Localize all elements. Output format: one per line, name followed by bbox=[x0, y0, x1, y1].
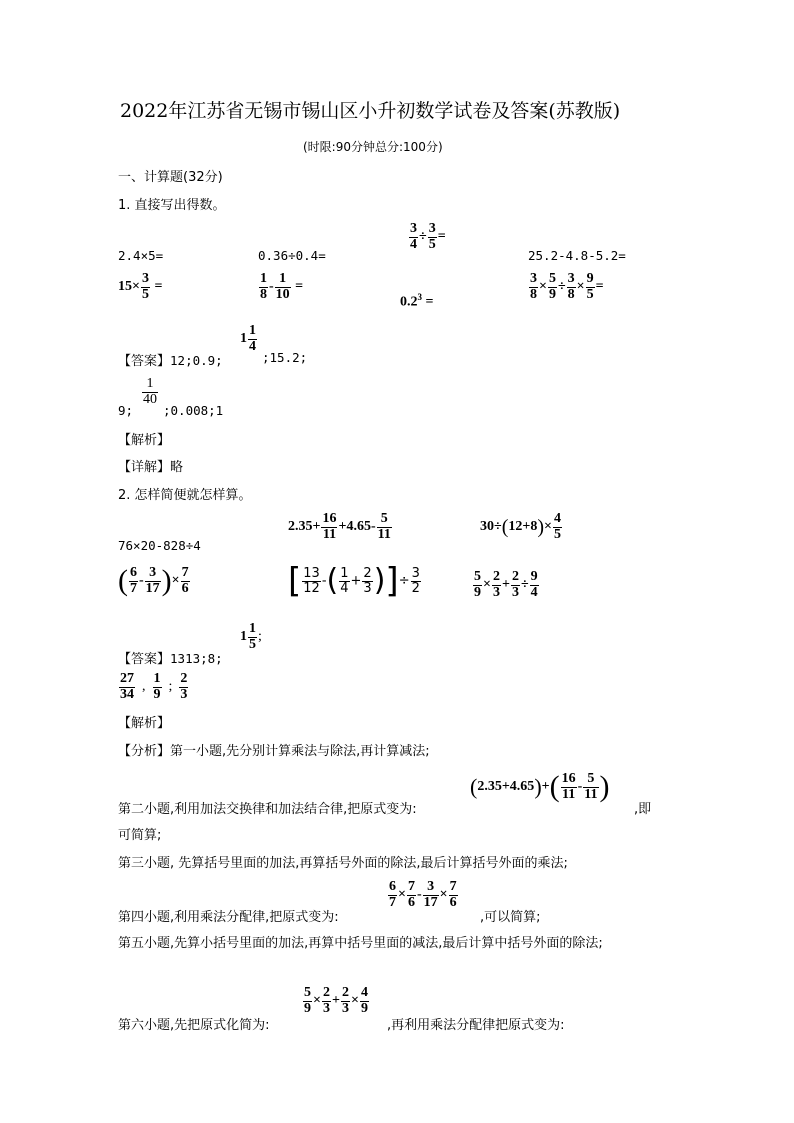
analysis-p3: 第三小题, 先算括号里面的加法,再算括号外面的除法,最后计算括号外面的乘法; bbox=[118, 856, 568, 871]
q1-answer-mixed bbox=[240, 324, 258, 354]
numerator: 6 bbox=[389, 879, 396, 894]
fraction bbox=[428, 222, 437, 252]
fraction bbox=[530, 570, 539, 600]
numerator: 3 bbox=[423, 880, 439, 896]
numerator: 6 bbox=[130, 565, 137, 580]
numerator: 4 bbox=[360, 985, 368, 1000]
denominator: 10 bbox=[275, 286, 290, 302]
numerator: 3 bbox=[141, 271, 149, 286]
paren-open: ( bbox=[470, 774, 478, 800]
numerator: 1 bbox=[340, 565, 349, 581]
denominator: 7 bbox=[130, 580, 137, 596]
separator: ; bbox=[258, 629, 262, 645]
denominator: 2 bbox=[411, 580, 420, 596]
q2-item-f bbox=[472, 570, 540, 600]
fraction bbox=[360, 986, 369, 1016]
operator: - bbox=[321, 573, 327, 589]
denominator: 11 bbox=[562, 786, 576, 802]
analysis-p6-expr bbox=[302, 986, 370, 1016]
denominator: 3 bbox=[511, 584, 519, 600]
q2-item-c bbox=[480, 512, 563, 542]
q1-item-h bbox=[528, 272, 604, 302]
equals: = bbox=[422, 294, 434, 310]
numerator: 1 bbox=[260, 271, 267, 286]
denominator: 3 bbox=[180, 686, 188, 702]
denominator: 12 bbox=[303, 580, 320, 596]
numerator: 2 bbox=[322, 985, 330, 1000]
numerator: 5 bbox=[548, 271, 556, 286]
operator: × bbox=[576, 279, 585, 295]
denominator: 9 bbox=[153, 686, 161, 702]
analysis-p4-tail: ,可以简算; bbox=[480, 910, 541, 925]
operator: - bbox=[269, 279, 274, 295]
q2-item-d bbox=[118, 566, 191, 596]
q2-answer-line1 bbox=[118, 648, 223, 667]
denominator: 9 bbox=[360, 1000, 368, 1016]
numerator: 16 bbox=[322, 511, 337, 526]
fraction bbox=[492, 570, 501, 600]
fraction bbox=[567, 272, 576, 302]
numerator: 1 bbox=[142, 377, 158, 393]
denominator: 5 bbox=[141, 286, 149, 302]
bracket-close: ] bbox=[385, 561, 399, 601]
numerator: 13 bbox=[303, 565, 320, 581]
operator: + bbox=[350, 573, 362, 589]
fraction bbox=[409, 222, 418, 252]
q1-item-d: 25.2-4.8-5.2= bbox=[528, 248, 626, 263]
paren-close: ) bbox=[161, 564, 172, 598]
numerator: 2 bbox=[363, 565, 372, 581]
paren: ( bbox=[501, 516, 509, 539]
numerator: 1 bbox=[249, 621, 256, 636]
fraction bbox=[119, 672, 135, 702]
numerator: 5 bbox=[583, 772, 598, 788]
q2-answer-mixed bbox=[240, 622, 262, 652]
numerator: 3 bbox=[410, 221, 417, 236]
denominator: 3 bbox=[492, 584, 500, 600]
subtitle: (时限:90分钟总分:100分) bbox=[303, 140, 443, 154]
denominator: 3 bbox=[322, 1000, 330, 1016]
denominator: 8 bbox=[530, 286, 537, 302]
analysis-p6-tail: ,再利用乘法分配律把原式变为: bbox=[387, 1018, 565, 1033]
numerator: 9 bbox=[530, 569, 538, 584]
fraction bbox=[145, 566, 161, 596]
separator: ; bbox=[168, 679, 173, 695]
q1-answer-tail: ;15.2; bbox=[262, 350, 308, 365]
denominator: 17 bbox=[145, 580, 160, 596]
denominator: 8 bbox=[567, 286, 575, 302]
numerator: 7 bbox=[407, 879, 415, 894]
q1-xiangjie: 【详解】略 bbox=[118, 460, 184, 475]
exponent: 3 bbox=[417, 292, 422, 302]
numerator: 4 bbox=[554, 511, 561, 526]
answer-prefix: 【答案】 bbox=[118, 354, 171, 369]
fraction bbox=[142, 377, 158, 407]
fraction bbox=[449, 880, 458, 910]
denominator: 4 bbox=[410, 236, 417, 252]
denominator: 4 bbox=[340, 580, 349, 596]
numerator: 5 bbox=[377, 512, 392, 528]
denominator: 3 bbox=[341, 1000, 349, 1016]
numerator: 5 bbox=[304, 985, 311, 1000]
denominator: 6 bbox=[449, 894, 457, 910]
q1-item-g bbox=[400, 292, 433, 311]
numerator: 2 bbox=[341, 985, 349, 1000]
denominator: 34 bbox=[120, 686, 134, 702]
whole: 1 bbox=[240, 331, 247, 347]
number: 15 bbox=[118, 279, 132, 295]
fraction bbox=[259, 272, 268, 302]
denominator: 5 bbox=[249, 636, 256, 652]
operator: ÷ bbox=[419, 229, 427, 245]
term: +4.65- bbox=[338, 519, 376, 535]
question-1-label: 1. 直接写出得数。 bbox=[118, 198, 226, 213]
fraction bbox=[302, 567, 321, 595]
analysis-p6-head: 第六小题,先把原式化简为: bbox=[118, 1018, 270, 1033]
analysis-jiexi: 【解析】 bbox=[118, 716, 171, 731]
answer-text: 12;0.9; bbox=[170, 353, 223, 368]
analysis-fenxi: 【分析】第一小题,先分别计算乘法与除法,再计算减法; bbox=[118, 744, 430, 759]
denominator: 17 bbox=[423, 894, 438, 910]
fraction bbox=[321, 512, 337, 542]
fraction bbox=[129, 566, 138, 596]
denominator: 4 bbox=[530, 584, 538, 600]
operator: - bbox=[139, 573, 144, 589]
q1-item-b: 0.36÷0.4= bbox=[258, 248, 326, 263]
operator: × bbox=[171, 573, 180, 589]
fraction bbox=[141, 272, 150, 302]
paren-open: ( bbox=[549, 770, 560, 804]
q1-answer-line2-frac bbox=[141, 377, 159, 407]
equals: = bbox=[291, 279, 304, 295]
equals: = bbox=[437, 229, 446, 245]
equals: = bbox=[595, 279, 604, 295]
denominator: 8 bbox=[260, 286, 267, 302]
numerator: 16 bbox=[561, 771, 576, 786]
operator: × bbox=[544, 519, 552, 535]
fraction bbox=[473, 570, 482, 600]
fraction bbox=[248, 324, 257, 354]
operator: × bbox=[398, 887, 406, 903]
question-2-label: 2. 怎样简便就怎样算。 bbox=[118, 488, 252, 503]
fraction bbox=[553, 512, 562, 542]
fraction bbox=[339, 567, 349, 595]
numerator: 5 bbox=[474, 569, 481, 584]
denominator: 9 bbox=[474, 584, 481, 600]
operator: - bbox=[416, 887, 422, 903]
numerator: 3 bbox=[530, 271, 537, 286]
fraction bbox=[248, 622, 257, 652]
fraction bbox=[511, 570, 520, 600]
q1-answer-line2-head: 9; bbox=[118, 403, 134, 418]
numerator: 2 bbox=[492, 569, 500, 584]
q1-item-f bbox=[258, 272, 303, 302]
numerator: 2 bbox=[511, 569, 519, 584]
denominator: 5 bbox=[586, 286, 594, 302]
denominator: 9 bbox=[548, 286, 556, 302]
operator: × bbox=[539, 279, 547, 295]
fraction bbox=[275, 272, 291, 302]
q2-item-b bbox=[288, 512, 393, 542]
operator: × bbox=[132, 279, 140, 295]
denominator: 11 bbox=[322, 526, 337, 542]
analysis-p2-line2: 可简算; bbox=[118, 828, 162, 843]
answer-prefix: 【答案】 bbox=[118, 652, 171, 667]
operator: - bbox=[577, 779, 583, 795]
analysis-p2-expr bbox=[470, 772, 610, 802]
numerator: 7 bbox=[181, 565, 189, 580]
numerator: 3 bbox=[428, 221, 436, 236]
equals: = bbox=[150, 279, 163, 295]
base: 0.2 bbox=[400, 294, 418, 310]
numerator: 7 bbox=[449, 879, 457, 894]
separator: , bbox=[142, 679, 146, 695]
fraction bbox=[529, 272, 538, 302]
operator: × bbox=[483, 577, 491, 593]
operator: × bbox=[350, 993, 359, 1009]
fraction bbox=[388, 880, 397, 910]
operator: + bbox=[501, 577, 510, 593]
denominator: 7 bbox=[389, 894, 396, 910]
document-title: 2022年江苏省无锡市锡山区小升初数学试卷及答案(苏教版) bbox=[120, 100, 621, 122]
denominator: 6 bbox=[181, 580, 189, 596]
numerator: 27 bbox=[120, 671, 134, 686]
fraction bbox=[303, 986, 312, 1016]
numerator: 3 bbox=[145, 566, 161, 582]
fraction bbox=[407, 880, 416, 910]
operator: ÷ bbox=[520, 577, 529, 593]
fraction bbox=[179, 672, 188, 702]
numerator: 2 bbox=[180, 671, 188, 686]
fraction bbox=[181, 566, 190, 596]
numerator: 1 bbox=[249, 323, 256, 338]
fraction bbox=[322, 986, 331, 1016]
numerator: 3 bbox=[411, 565, 420, 581]
numerator: 1 bbox=[153, 671, 161, 686]
fraction bbox=[586, 272, 595, 302]
q2-answer-fracs bbox=[118, 672, 189, 702]
fraction bbox=[411, 567, 421, 595]
denominator: 4 bbox=[249, 338, 256, 354]
paren: ) bbox=[537, 516, 545, 539]
fraction bbox=[153, 672, 162, 702]
numerator: 9 bbox=[586, 271, 594, 286]
analysis-p5: 第五小题,先算小括号里面的加法,再算中括号里面的减法,最后计算中括号外面的除法; bbox=[118, 936, 603, 951]
fraction bbox=[423, 880, 439, 910]
q1-item-e bbox=[118, 272, 162, 302]
paren-close: ) bbox=[534, 774, 542, 800]
answer-text: 1313;8; bbox=[170, 651, 223, 666]
denominator: 5 bbox=[428, 236, 436, 252]
term: 12+8 bbox=[508, 519, 538, 535]
operator: + bbox=[541, 779, 550, 795]
term: 30÷ bbox=[480, 519, 502, 535]
q2-item-e bbox=[288, 561, 422, 601]
q1-item-a: 2.4×5= bbox=[118, 248, 164, 263]
analysis-p4-expr bbox=[387, 880, 459, 910]
paren-close: ) bbox=[599, 770, 610, 804]
paren-close: ) bbox=[373, 563, 386, 598]
fraction bbox=[583, 772, 598, 802]
denominator: 3 bbox=[363, 580, 372, 596]
term: 2.35+ bbox=[288, 519, 321, 535]
whole: 1 bbox=[240, 629, 247, 645]
denominator: 6 bbox=[407, 894, 415, 910]
analysis-p2-tail: ,即 bbox=[634, 802, 652, 817]
analysis-p2-head: 第二小题,利用加法交换律和加法结合律,把原式变为: bbox=[118, 802, 417, 817]
operator: + bbox=[331, 993, 340, 1009]
numerator: 3 bbox=[567, 271, 575, 286]
fraction bbox=[377, 512, 392, 542]
denominator: 11 bbox=[377, 526, 391, 542]
q1-jiexi: 【解析】 bbox=[118, 433, 171, 448]
fraction bbox=[561, 772, 577, 802]
section-heading: 一、计算题(32分) bbox=[118, 170, 223, 185]
operator: × bbox=[439, 887, 448, 903]
operator: ÷ bbox=[557, 279, 566, 295]
denominator: 5 bbox=[554, 526, 561, 542]
numerator: 1 bbox=[275, 272, 291, 288]
q2-item-a: 76×20-828÷4 bbox=[118, 538, 201, 553]
paren-open: ( bbox=[118, 564, 128, 598]
denominator: 9 bbox=[304, 1000, 311, 1016]
bracket-open: [ bbox=[288, 561, 302, 601]
q1-answer-line2-tail: ;0.008;1 bbox=[163, 403, 224, 418]
q1-item-c bbox=[408, 222, 446, 252]
fraction bbox=[548, 272, 557, 302]
operator: ÷ bbox=[398, 573, 410, 589]
q1-answer-line1 bbox=[118, 350, 223, 369]
paren-open: ( bbox=[326, 563, 339, 598]
fraction bbox=[341, 986, 350, 1016]
operator: × bbox=[313, 993, 321, 1009]
analysis-p4-head: 第四小题,利用乘法分配律,把原式变为: bbox=[118, 910, 339, 925]
denominator: 40 bbox=[143, 391, 157, 407]
fraction bbox=[362, 567, 372, 595]
term: 2.35+4.65 bbox=[477, 779, 535, 795]
denominator: 11 bbox=[584, 786, 598, 802]
